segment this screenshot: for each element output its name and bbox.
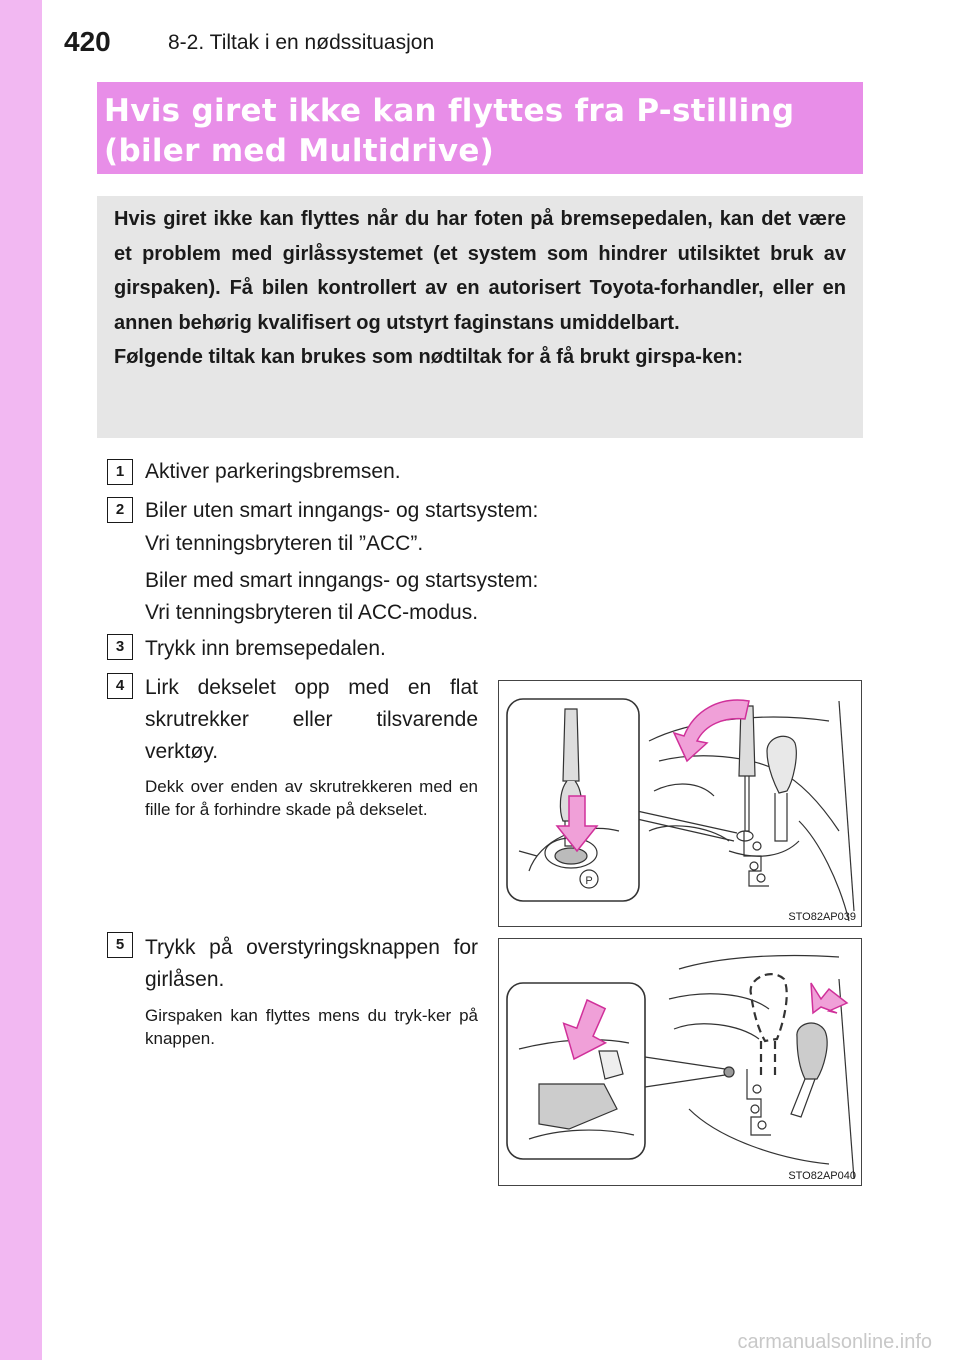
step-3-text: Trykk inn bremsepedalen. [145, 637, 386, 660]
title-band [97, 82, 863, 174]
step-1-text: Aktiver parkeringsbremsen. [145, 460, 401, 483]
side-bar [0, 0, 42, 1360]
title-line-2: (biler med Multidrive) [104, 133, 495, 169]
page-number: 420 [64, 26, 111, 57]
step-2-line-2: Vri tenningsbryteren til ”ACC”. [145, 532, 424, 555]
step-5-note: Girspaken kan flyttes mens du tryk-ker på knappen. [145, 1006, 478, 1048]
step-4-badge: 4 [107, 673, 133, 699]
intro-box [97, 196, 863, 438]
step-5-text: Trykk på overstyringsknappen for girlåsen. [145, 936, 478, 991]
step-2-line-3: Biler med smart inngangs- og startsystem: [145, 569, 539, 592]
p-symbol: P [585, 875, 593, 887]
intro-paragraph-2: Følgende tiltak kan brukes som nødtiltak for å få brukt girspa-ken: [114, 346, 744, 368]
figure-shift-lock-override [498, 938, 862, 1186]
step-2-line-4: Vri tenningsbryteren til ACC-modus. [145, 601, 479, 624]
step-1-badge: 1 [107, 459, 133, 485]
figure-1-code: STO82AP039 [788, 911, 856, 923]
figure-2-code: STO82AP040 [788, 1170, 856, 1182]
intro-paragraph-1: Hvis giret ikke kan flyttes når du har foten på bremsepedalen, kan det være et problem med girlåssystemet (et system som hindrer utilsiktet bruk av girspaken). Få bilen kontrollert av en autorisert Toyota-forhandler, eller en annen behørig kvalifisert og utstyrt faginstans umiddelbart. [114, 208, 846, 334]
step-5-badge: 5 [107, 932, 133, 958]
step-2-badge: 2 [107, 497, 133, 523]
figure-lever-cover-removal [498, 680, 862, 927]
title-line-1: Hvis giret ikke kan flyttes fra P-stilling [104, 93, 795, 129]
figure-1-illustration [499, 681, 861, 926]
step-3-badge: 3 [107, 634, 133, 660]
step-4-text: Lirk dekselet opp med en flat skrutrekker eller tilsvarende verktøy. [145, 676, 478, 763]
step-2-line-1: Biler uten smart inngangs- og startsystem: [145, 499, 539, 522]
watermark: carmanualsonline.info [737, 1331, 932, 1353]
step-4-note: Dekk over enden av skrutrekkeren med en fille for å forhindre skade på dekselet. [145, 777, 478, 819]
section-header: 8-2. Tiltak i en nødssituasjon [168, 31, 435, 54]
figure-2-illustration [499, 939, 861, 1185]
